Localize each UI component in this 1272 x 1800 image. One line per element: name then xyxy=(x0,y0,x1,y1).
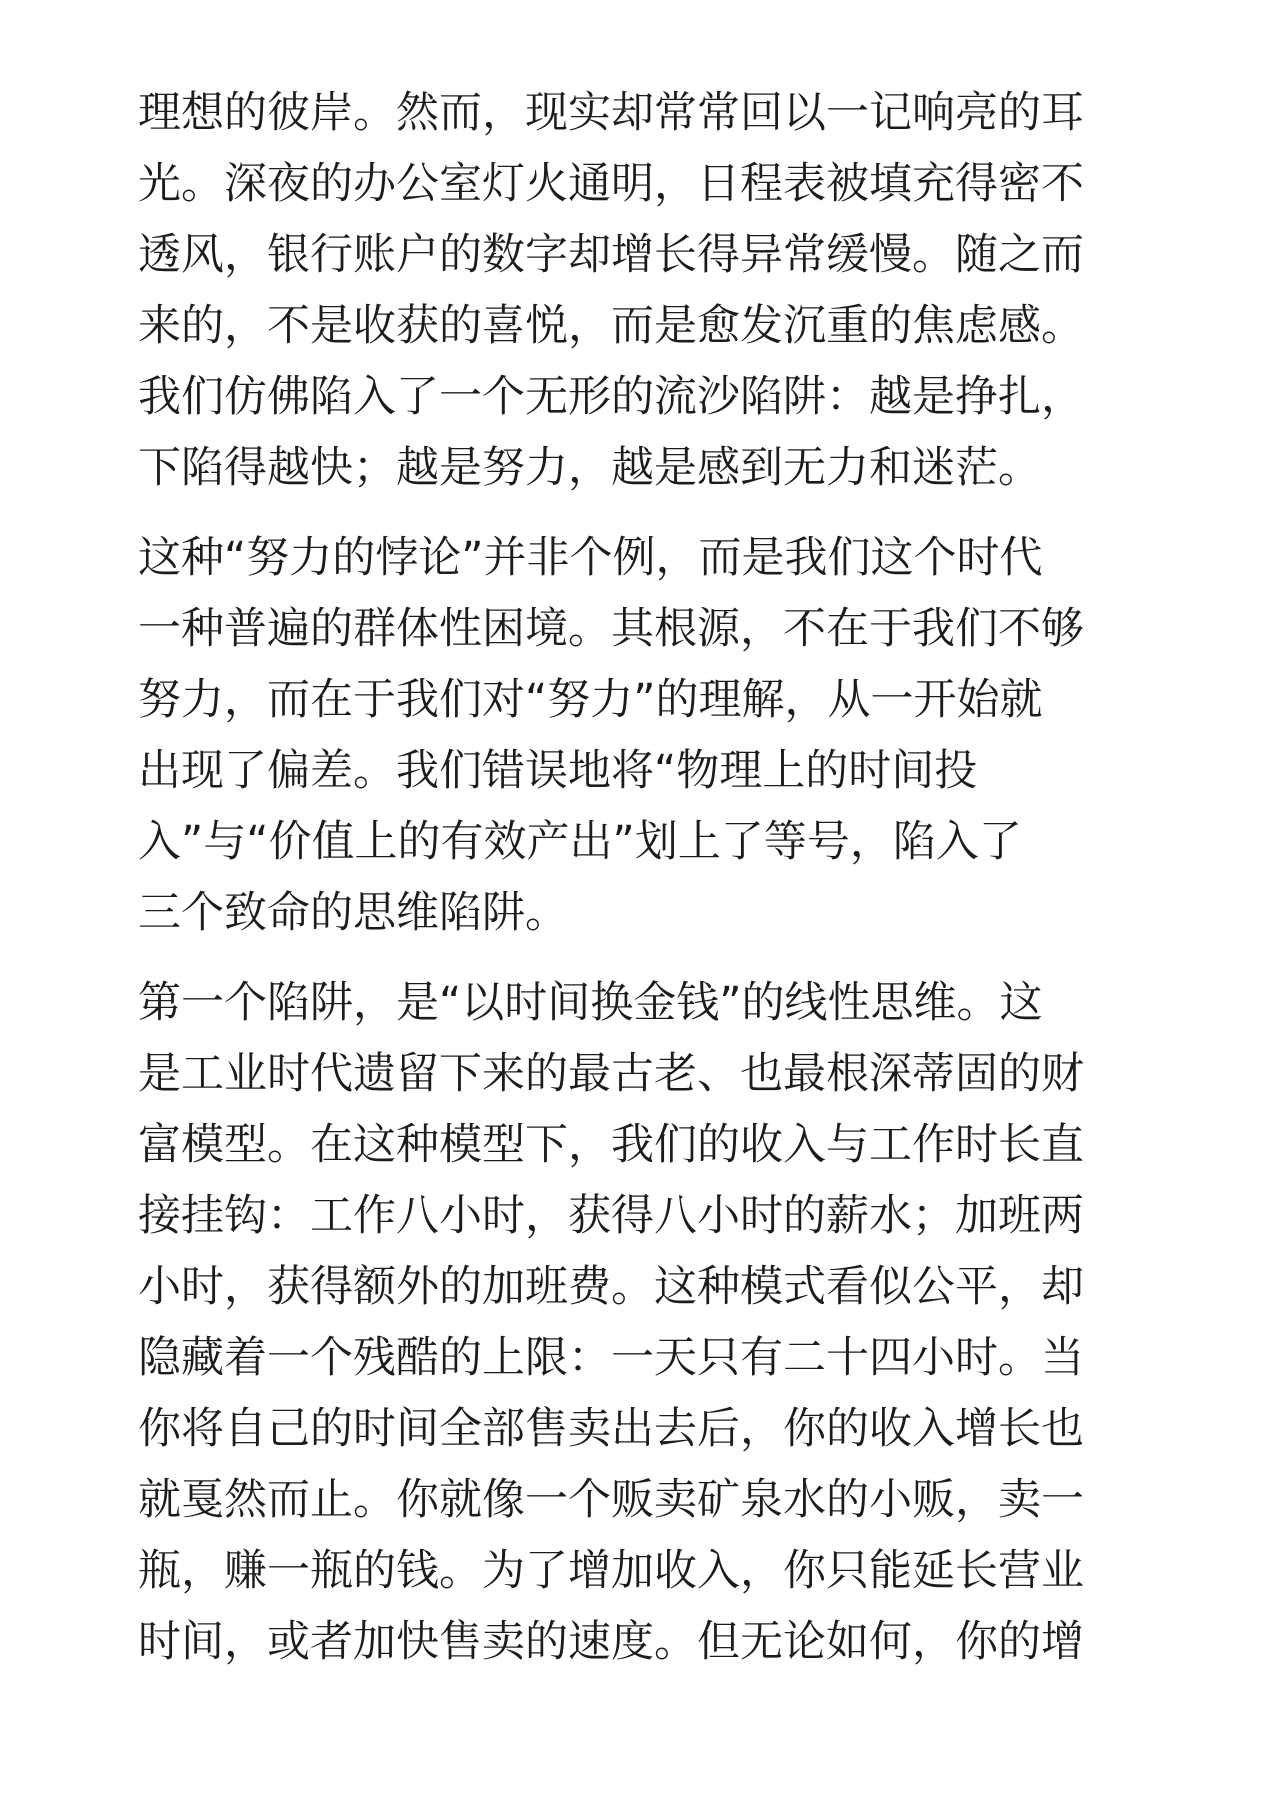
text-line: 透风，银行账户的数字却增长得异常缓慢。随之而 xyxy=(138,230,1084,280)
text-line: 理想的彼岸。然而，现实却常常回以一记响亮的耳 xyxy=(138,88,1084,138)
text-line: 你将自己的时间全部售卖出去后，你的收入增长也 xyxy=(138,1404,1084,1454)
text-line: 入”与“价值上的有效产出”划上了等号，陷入了 xyxy=(138,817,1022,867)
paragraph-1 xyxy=(138,78,1138,504)
paragraph-3 xyxy=(138,968,1138,1678)
text-line: 一种普遍的群体性困境。其根源，不在于我们不够 xyxy=(138,604,1084,654)
text-line: 瓶，赚一瓶的钱。为了增加收入，你只能延长营业 xyxy=(138,1546,1084,1596)
paragraph-2 xyxy=(138,523,1138,949)
text-line: 我们仿佛陷入了一个无形的流沙陷阱：越是挣扎， xyxy=(138,372,1084,422)
text-line: 富模型。在这种模型下，我们的收入与工作时长直 xyxy=(138,1120,1084,1170)
text-line: 来的，不是收获的喜悦，而是愈发沉重的焦虑感。 xyxy=(138,301,1084,351)
text-line: 小时，获得额外的加班费。这种模式看似公平，却 xyxy=(138,1262,1084,1312)
document-body xyxy=(138,78,1138,1697)
text-line: 出现了偏差。我们错误地将“物理上的时间投 xyxy=(138,746,978,796)
text-line: 时间，或者加快售卖的速度。但无论如何，你的增 xyxy=(138,1617,1084,1667)
text-line: 下陷得越快；越是努力，越是感到无力和迷茫。 xyxy=(138,443,1041,493)
text-line: 就戛然而止。你就像一个贩卖矿泉水的小贩，卖一 xyxy=(138,1475,1084,1525)
text-line: 是工业时代遗留下来的最古老、也最根深蒂固的财 xyxy=(138,1049,1084,1099)
text-line: 光。深夜的办公室灯火通明，日程表被填充得密不 xyxy=(138,159,1084,209)
text-line: 这种“努力的悖论”并非个例，而是我们这个时代 xyxy=(138,533,1043,583)
text-line: 努力，而在于我们对“努力”的理解，从一开始就 xyxy=(138,675,1043,725)
text-line: 接挂钩：工作八小时，获得八小时的薪水；加班两 xyxy=(138,1191,1084,1241)
text-line: 隐藏着一个残酷的上限：一天只有二十四小时。当 xyxy=(138,1333,1084,1383)
text-line: 三个致命的思维陷阱。 xyxy=(138,888,568,938)
text-line: 第一个陷阱，是“以时间换金钱”的线性思维。这 xyxy=(138,978,1043,1028)
